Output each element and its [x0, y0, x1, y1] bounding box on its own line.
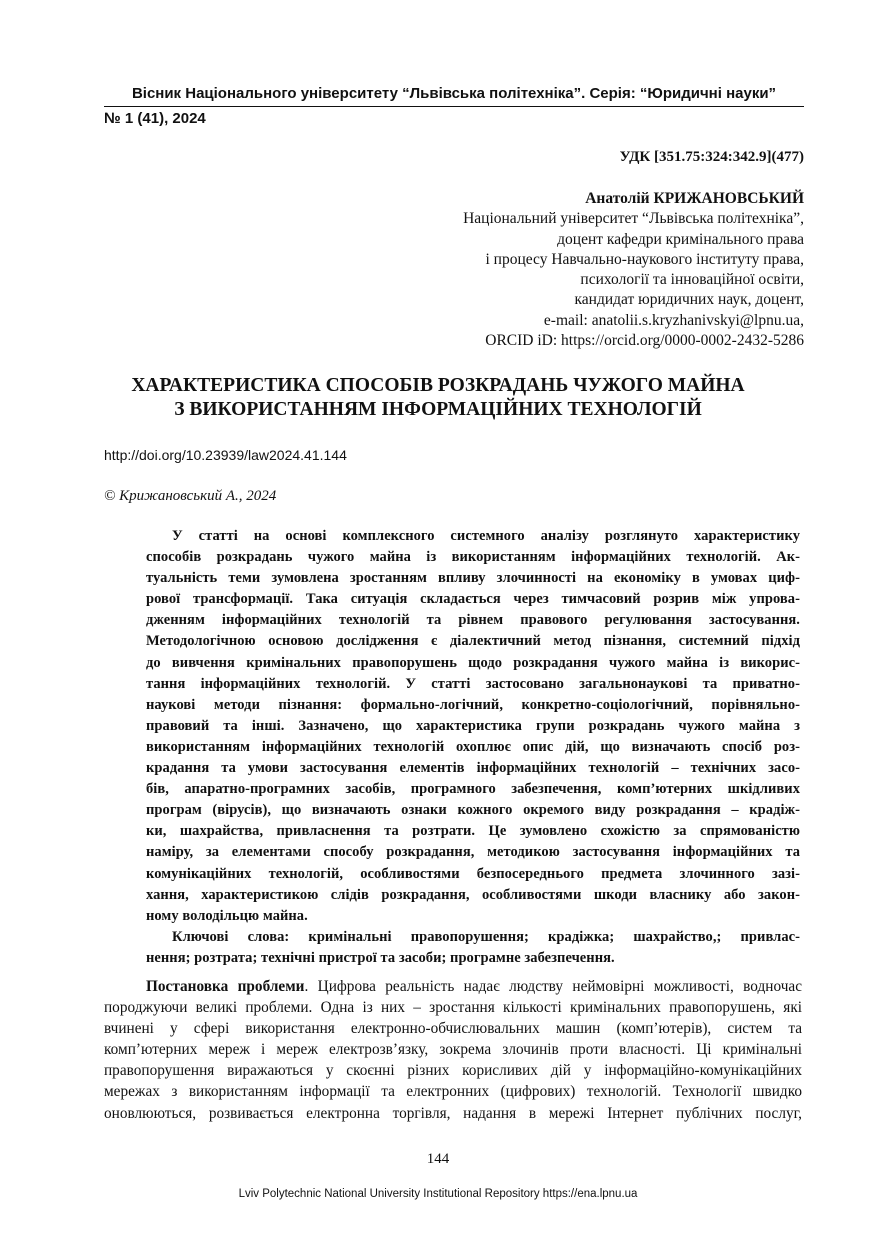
abstract-line: бів, апаратно-програмних засобів, програмного забезпечення, комп’ютерних шкідливих — [146, 781, 800, 798]
legal-term: комп’ютерних мереж і мереж електрозв’язку — [104, 1041, 425, 1059]
abstract-line: ному володільцю майна. — [146, 907, 308, 924]
title-line: ХАРАКТЕРИСТИКА СПОСОБІВ РОЗКРАДАНЬ ЧУЖОГО МАЙНА — [131, 375, 745, 396]
body-text-fragment: , зокрема злочинів проти власності. Ці кримінальні — [424, 1041, 802, 1059]
author-orcid[interactable]: ORCID iD: https://orcid.org/0000-0002-2432-5286 — [485, 332, 804, 350]
copyright-notice: © Крижановський А., 2024 — [104, 488, 277, 504]
body-line: породжуючи великі проблеми. Одна із них – зростання кількості кримінальних правопорушень, які — [104, 999, 802, 1017]
keywords-line: Ключові слова: кримінальні правопорушення; крадіжка; шахрайство,; привлас- — [172, 928, 800, 945]
abstract-line: способів розкрадань чужого майна із використанням інформаційних технологій. Ак- — [146, 549, 800, 566]
abstract-line: програм (вірусів), що визначають ознаки кожного окремого виду розкрадання – крадіж- — [146, 802, 800, 819]
affiliation-line: кандидат юридичних наук, доцент, — [574, 291, 804, 309]
article-title — [80, 374, 796, 422]
abstract-line: Методологічною основою дослідження є діалектичний метод пізнання, системний підхід — [146, 633, 800, 650]
author-block — [244, 189, 804, 351]
abstract-line: хання, характеристикою слідів розкрадання, особливостями шкоди власнику або закон- — [146, 886, 800, 903]
abstract-line: наміру, за елементами способу розкрадання, методикою застосування інформаційних та — [146, 844, 800, 861]
title-line: З ВИКОРИСТАННЯМ ІНФОРМАЦІЙНИХ ТЕХНОЛОГІЙ — [174, 399, 702, 420]
affiliation-line: психології та інноваційної освіти, — [580, 271, 804, 289]
abstract-line: наукові методи пізнання: формально-логічний, конкретно-соціологічний, порівняльно- — [146, 696, 800, 713]
abstract-line: тання інформаційних технологій. У статті застосовано загальнонаукові та приватно- — [146, 675, 800, 692]
body-line — [104, 1039, 802, 1060]
abstract-line: крадання та умови застосування елементів інформаційних технологій – технічних засо- — [146, 760, 800, 777]
udc-code: УДК [351.75:324:342.9](477) — [619, 149, 804, 165]
abstract-line: дженням інформаційних технологій та рівнем правового регулювання застосування. — [146, 612, 800, 629]
abstract-line: комунікаційних технологій, особливостями безпосереднього предмета злочинного зазі- — [146, 865, 800, 882]
repository-footer: Lviv Polytechnic National University Institutional Repository https://ena.lpnu.ua — [238, 1188, 638, 1200]
body-line: правопорушення виражаються у скоєнні різних корисливих дій у інформаційно-комунікаційних — [104, 1062, 802, 1080]
abstract-line: У статті на основі комплексного системного аналізу розглянуто характеристику — [172, 528, 800, 544]
abstract-line: рової трансформації. Така ситуація складається через тимчасовий розрив між упрова- — [146, 591, 800, 608]
body-text — [104, 976, 802, 1124]
abstract-line: ки, шахрайства, привласнення та розтрати. Це зумовлено схожістю за спрямованістю — [146, 823, 800, 840]
keywords-line: нення; розтрата; технічні пристрої та засоби; програмне забезпечення. — [146, 949, 615, 966]
body-line: оновлюються, розвивається електронна торгівля, надання в мережі Інтернет публічних послуг, — [104, 1104, 802, 1122]
journal-header: Вісник Національного університету “Львівська політехніка”. Серія: “Юридичні науки” — [131, 85, 777, 102]
body-line — [104, 976, 802, 997]
header-rule — [104, 106, 804, 107]
affiliation-line: доцент кафедри кримінального права — [557, 230, 804, 248]
abstract — [146, 526, 800, 969]
body-text-fragment: вчинені — [104, 1020, 171, 1038]
doi-link[interactable]: http://doi.org/10.23939/law2024.41.144 — [104, 447, 347, 463]
abstract-line: до вивчення кримінальних правопорушень щодо розкрадання чужого майна із викорис- — [146, 654, 800, 671]
body-line — [104, 1018, 802, 1039]
abstract-line: туальність теми зумовлена зростанням впливу злочинності на економіку в умовах циф- — [146, 570, 800, 587]
legal-term: у сфері використання електронно-обчислювальних машин (комп’ютерів), систем та — [170, 1020, 802, 1038]
affiliation-line: і процесу Навчально-наукового інституту права, — [485, 250, 804, 268]
author-email[interactable]: e-mail: anatolii.s.kryzhanivskyi@lpnu.ua, — [543, 311, 804, 329]
affiliation-line: Національний університет “Львівська політехніка”, — [463, 210, 804, 228]
abstract-line: правовий та інші. Зазначено, що характеристика групи розкрадань чужого майна з — [146, 717, 800, 734]
body-line: мережах з використанням інформації та електронних (цифрових) технологій. Технології швидко — [104, 1083, 802, 1101]
body-text-fragment: . Цифрова реальність надає людству неймовірні можливості, водночас — [304, 978, 802, 995]
issue-number: № 1 (41), 2024 — [104, 110, 206, 127]
author-name: Анатолій КРИЖАНОВСЬКИЙ — [585, 190, 804, 207]
section-heading: Постановка проблеми — [146, 978, 305, 995]
abstract-line: використанням інформаційних технологій охоплює опис дій, що визначають спосіб роз- — [146, 738, 800, 755]
page-number: 144 — [426, 1151, 450, 1167]
